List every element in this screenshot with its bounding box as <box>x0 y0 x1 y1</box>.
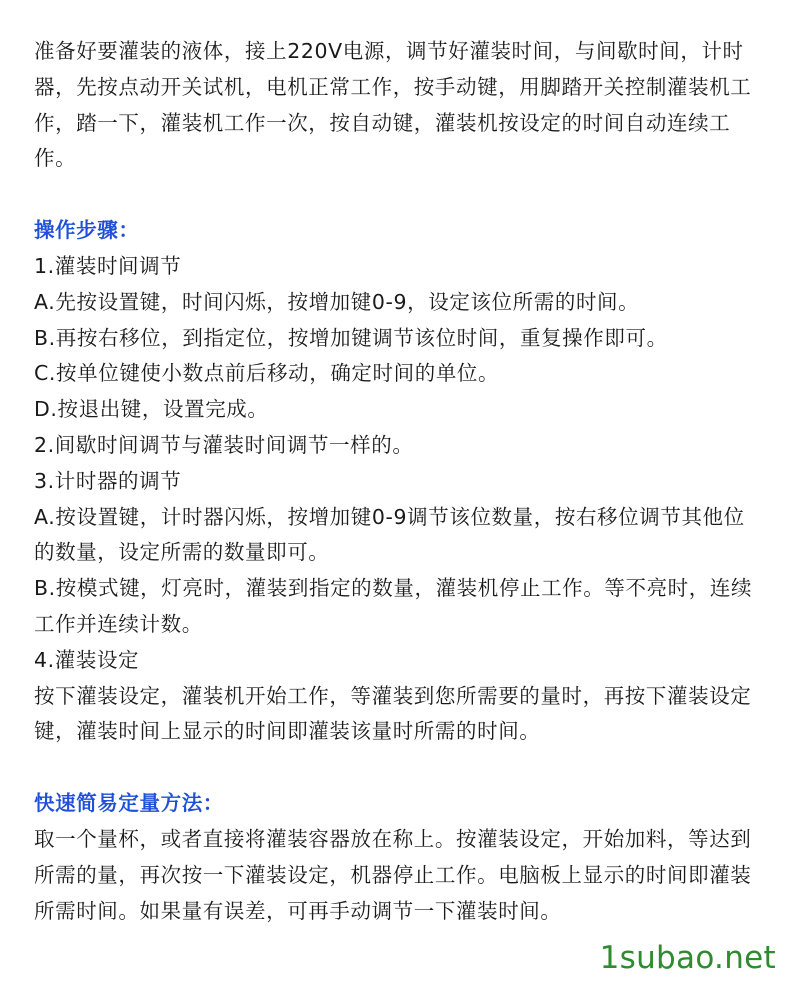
article-body <box>34 34 760 929</box>
step-line: D.按退出键，设置完成。 <box>34 397 269 422</box>
intro-paragraph: 准备好要灌装的液体，接上220V电源，调节好灌装时间，与间歇时间，计时器，先按点动开关试机，电机正常工作，按手动键，用脚踏开关控制灌装机工作，踏一下，灌装机工作一次，按自动键，灌装机按设定的时间自动连续工作。 <box>34 39 752 171</box>
step-line: C.按单位键使小数点前后移动，确定时间的单位。 <box>34 361 500 386</box>
step-line: B.再按右移位，到指定位，按增加键调节该位时间，重复操作即可。 <box>34 325 668 350</box>
step-line: 按下灌装设定，灌装机开始工作，等灌装到您所需要的量时，再按下灌装设定键，灌装时间上显示的时间即灌装该量时所需的时间。 <box>34 683 752 744</box>
quick-method-paragraph: 取一个量杯，或者直接将灌装容器放在称上。按灌装设定，开始加料，等达到所需的量，再次按一下灌装设定，机器停止工作。电脑板上显示的时间即灌装所需时间。如果量有误差，可再手动调节一下灌装时间。 <box>34 826 752 923</box>
step-line: 2.间歇时间调节与灌装时间调节一样的。 <box>34 432 414 457</box>
step-line: A.先按设置键，时间闪烁，按增加键0-9，设定该位所需的时间。 <box>34 289 640 314</box>
step-line: 1.灌装时间调节 <box>34 253 182 278</box>
step-line: 3.计时器的调节 <box>34 468 182 493</box>
step-line: A.按设置键，计时器闪烁，按增加键0-9调节该位数量，按右移位调节其他位的数量，设定所需的数量即可。 <box>34 504 745 565</box>
step-line: B.按模式键，灯亮时，灌装到指定的数量，灌装机停止工作。等不亮时，连续工作并连续计数。 <box>34 576 753 636</box>
step-line: 4.灌装设定 <box>34 647 140 672</box>
section-spacer <box>34 177 760 213</box>
section-spacer <box>34 750 760 786</box>
site-watermark: 1subao.net <box>599 940 776 976</box>
quick-method-heading: 快速简易定量方法： <box>34 791 224 816</box>
steps-heading: 操作步骤： <box>34 218 140 243</box>
